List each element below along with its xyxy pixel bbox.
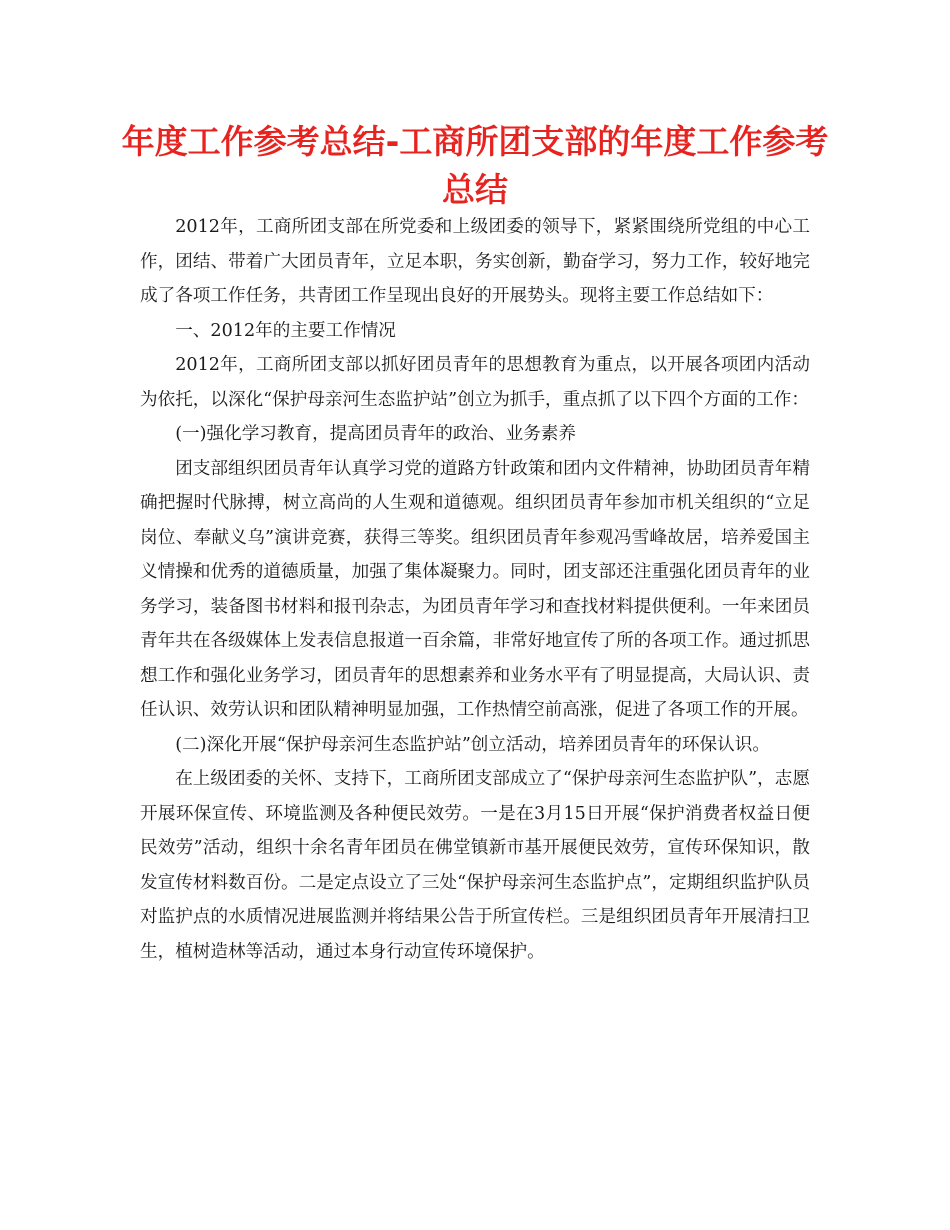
document-title: 年度工作参考总结-工商所团支部的年度工作参考总结 (121, 122, 829, 209)
document-body (140, 210, 810, 969)
section-heading-1: 一、2012年的主要工作情况 (175, 320, 396, 341)
paragraph-eco-monitoring: 在上级团委的关怀、支持下，工商所团支部成立了“保护母亲河生态监护队”，志愿开展环保宣传、环境监测及各种便民效劳。一是在3月15日开展“保护消费者权益日便民效劳”活动，组织十余名青年团员在佛堂镇新市基开展便民效劳，宣传环保知识，散发宣传材料数百份。二是定点设立了三处“保护母亲河生态监护点”，定期组织监护队员对监护点的水质情况进展监测并将结果公告于所宣传栏。三是组织团员青年开展清扫卫生，植树造林等活动，通过本身行动宣传环境保护。 (140, 769, 810, 962)
paragraph-overview: 2012年，工商所团支部以抓好团员青年的思想教育为重点，以开展各项团内活动为依托，以深化“保护母亲河生态监护站”创立为抓手，重点抓了以下四个方面的工作： (140, 355, 810, 410)
subsection-heading-1: (一)强化学习教育，提高团员青年的政治、业务素养 (175, 424, 576, 444)
subsection-heading-2: (二)深化开展“保护母亲河生态监护站”创立活动，培养团员青年的环保认识。 (175, 734, 770, 755)
paragraph-study-education: 团支部组织团员青年认真学习党的道路方针政策和团内文件精神，协助团员青年精确把握时代脉搏，树立高尚的人生观和道德观。组织团员青年参加市机关组织的“立足岗位、奉献义乌”演讲竞赛，获得三等奖。组织团员青年参观冯雪峰故居，培养爱国主义情操和优秀的道德质量，加强了集体凝聚力。同时，团支部还注重强化团员青年的业务学习，装备图书材料和报刊杂志，为团员青年学习和查找材料提供便利。一年来团员青年共在各级媒体上发表信息报道一百余篇，非常好地宣传了所的各项工作。通过抓思想工作和强化业务学习，团员青年的思想素养和业务水平有了明显提高，大局认识、责任认识、效劳认识和团队精神明显加强，工作热情空前高涨，促进了各项工作的开展。 (140, 458, 810, 720)
paragraph-intro: 2012年，工商所团支部在所党委和上级团委的领导下，紧紧围绕所党组的中心工作，团结、带着广大团员青年，立足本职，务实创新，勤奋学习，努力工作，较好地完成了各项工作任务，共青团工作呈现出良好的开展势头。现将主要工作总结如下： (140, 217, 810, 306)
